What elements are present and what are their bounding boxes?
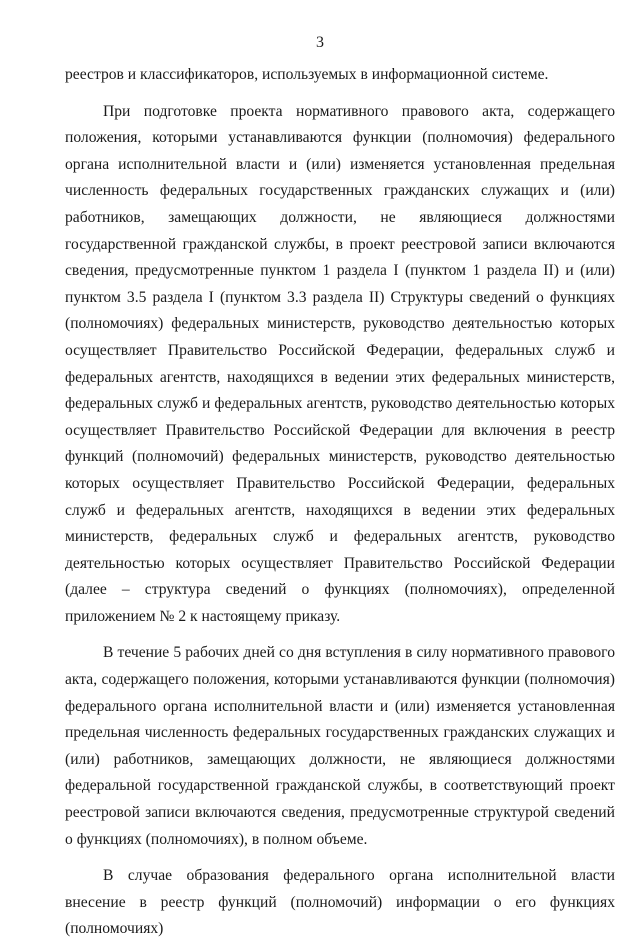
page-number: 3 (316, 34, 324, 51)
paragraph-draft-registry-record: При подготовке проекта нормативного правового акта, содержащего положения, которыми устанавливаются функции (полномочия) федерального органа исполнительной власти и (или) изменяется установленная предельная численность федеральных государственных гражданских служащих и (или) работников, замещающих должности, не являющиеся должностями государственной гражданской службы, в проект реестровой записи включаются сведения, предусмотренные пунктом 1 раздела I (пунктом 1 раздела II) и (или) пунктом 3.5 раздела I (пунктом 3.3 раздела II) Структуры сведений о функциях (полномочиях) федеральных министерств, руководство деятельностью которых осуществляет Правительство Российской Федерации, федеральных служб и федеральных агентств, находящихся в ведении этих федеральных министерств, федеральных служб и федеральных агентств, руководство деятельностью которых осуществляет Правительство Российской Федерации для включения в реестр функций (полномочий) федеральных министерств, руководство деятельностью которых осуществляет Правительство Российской Федерации, федеральных служб и федеральных агентств, находящихся в ведении этих федеральных министерств, федеральных служб и федеральных агентств, руководство деятельностью которых осуществляет Правительство Российской Федерации (далее – структура сведений о функциях (полномочиях), определенной приложением № 2 к настоящему приказу. (65, 102, 615, 625)
paragraph-five-working-days: В течение 5 рабочих дней со дня вступления в силу нормативного правового акта, содержащего положения, которыми устанавливаются функции (полномочия) федерального органа исполнительной власти и (или) изменяется установленная предельная численность федеральных государственных гражданских служащих и (или) работников, замещающих должности, не являющиеся должностями федеральной государственной гражданской службы, в соответствующий проект реестровой записи включаются сведения, предусмотренные структурой сведений о функциях (полномочиях), в полном объеме. (65, 644, 615, 848)
document-body (65, 62, 615, 943)
paragraph-new-agency: В случае образования федерального органа исполнительной власти внесение в реестр функций (полномочий) информации о его функциях (полномочиях) (65, 867, 615, 938)
paragraph-continuation: реестров и классификаторов, используемых в информационной системе. (65, 66, 549, 83)
